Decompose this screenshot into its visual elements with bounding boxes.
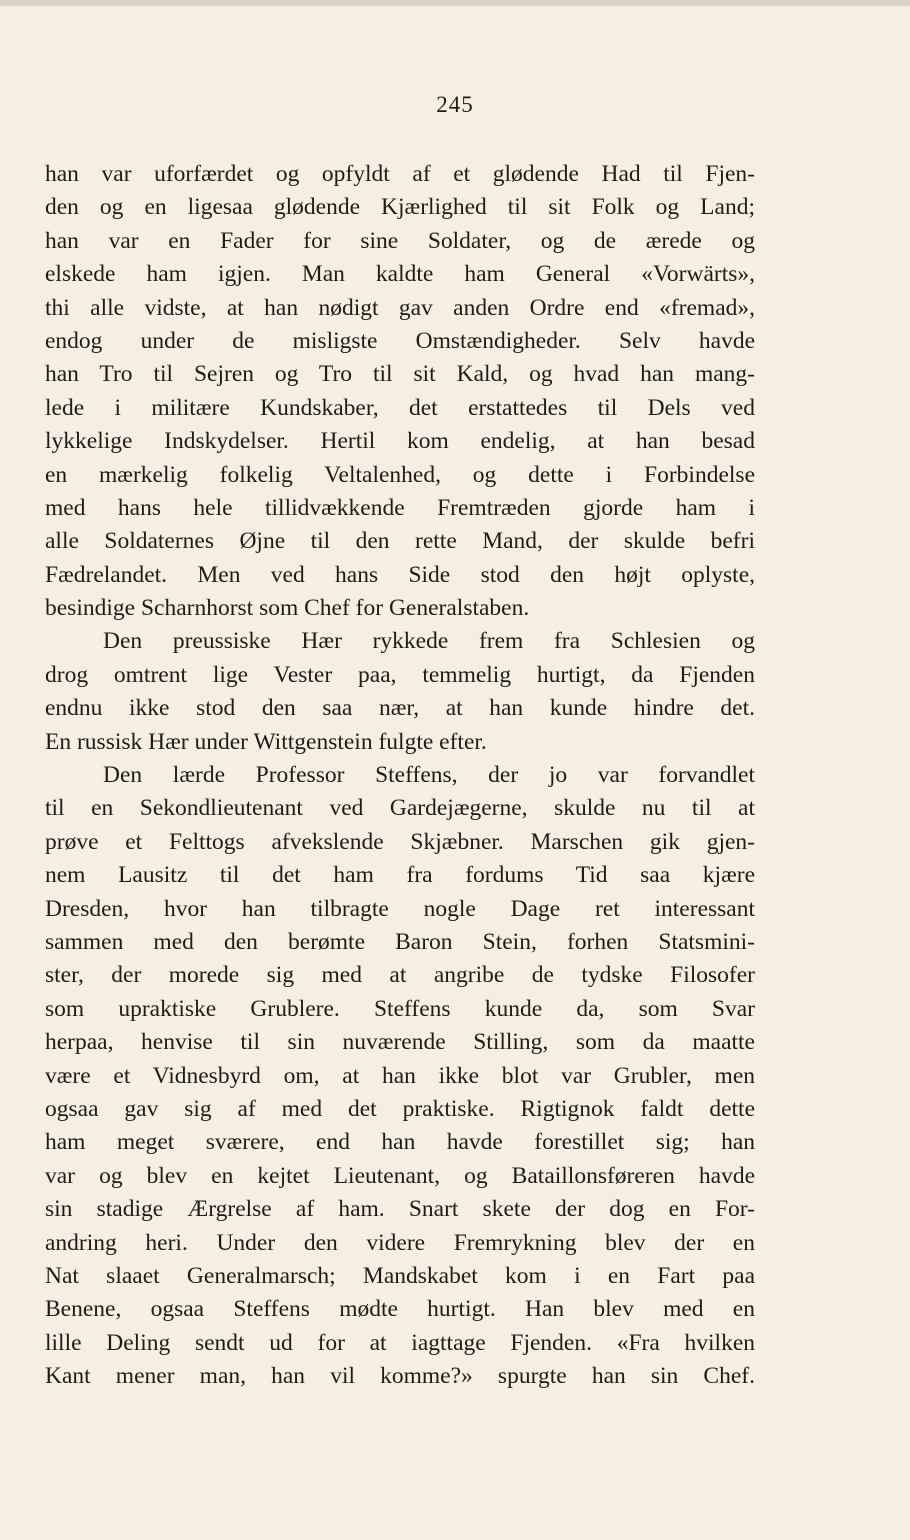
- text-line: Den lærde Professor Steffens, der jo var forvandlet: [103, 762, 755, 789]
- text-line: den og en ligesaa glødende Kjærlighed til sit Folk og Land;: [45, 194, 755, 221]
- text-line: ster, der morede sig med at angribe de tydske Filosofer: [45, 962, 755, 989]
- text-line: med hans hele tillidvækkende Fremtræden gjorde ham i: [45, 494, 755, 521]
- text-line: endnu ikke stod den saa nær, at han kunde hindre det.: [45, 695, 755, 722]
- body-text: [45, 158, 755, 1393]
- text-line: var og blev en kejtet Lieutenant, og Bataillonsføreren havde: [45, 1162, 755, 1189]
- text-line: Dresden, hvor han tilbragte nogle Dage ret interessant: [45, 895, 755, 922]
- text-line: til en Sekondlieutenant ved Gardejægerne, skulde nu til at: [45, 795, 755, 822]
- text-line: Nat slaaet Generalmarsch; Mandskabet kom i en Fart paa: [45, 1262, 755, 1289]
- text-line: alle Soldaternes Øjne til den rette Mand, der skulde befri: [45, 528, 755, 555]
- text-line: Fædrelandet. Men ved hans Side stod den højt oplyste,: [45, 561, 755, 588]
- text-line: nem Lausitz til det ham fra fordums Tid saa kjære: [45, 862, 755, 889]
- text-line: En russisk Hær under Wittgenstein fulgte efter.: [45, 728, 487, 755]
- text-line: ogsaa gav sig af med det praktiske. Rigtignok faldt dette: [45, 1095, 755, 1122]
- text-line: thi alle vidste, at han nødigt gav anden Ordre end «fremad»,: [45, 294, 755, 321]
- text-line: elskede ham igjen. Man kaldte ham General «Vorwärts»,: [45, 261, 755, 288]
- text-line: sin stadige Ærgrelse af ham. Snart skete der dog en For-: [45, 1196, 755, 1223]
- text-line: Benene, ogsaa Steffens mødte hurtigt. Han blev med en: [45, 1296, 755, 1323]
- text-line: lede i militære Kundskaber, det erstattedes til Dels ved: [45, 394, 755, 421]
- text-line: Kant mener man, han vil komme?» spurgte han sin Chef.: [45, 1363, 755, 1390]
- text-line: andring heri. Under den videre Fremrykning blev der en: [45, 1229, 755, 1256]
- text-line: lille Deling sendt ud for at iagttage Fjenden. «Fra hvilken: [45, 1329, 755, 1356]
- text-line: endog under de misligste Omstændigheder. Selv havde: [45, 327, 755, 354]
- text-line: herpaa, henvise til sin nuværende Stilling, som da maatte: [45, 1029, 755, 1056]
- text-line: som upraktiske Grublere. Steffens kunde da, som Svar: [45, 995, 755, 1022]
- text-line: besindige Scharnhorst som Chef for Generalstaben.: [45, 595, 530, 622]
- text-line: prøve et Felttogs afvekslende Skjæbner. Marschen gik gjen-: [45, 828, 755, 855]
- text-line: han Tro til Sejren og Tro til sit Kald, og hvad han mang-: [45, 361, 755, 388]
- text-line: Den preussiske Hær rykkede frem fra Schlesien og: [103, 628, 755, 655]
- text-line: han var en Fader for sine Soldater, og de ærede og: [45, 227, 755, 254]
- text-line: lykkelige Indskydelser. Hertil kom endelig, at han besad: [45, 428, 755, 455]
- text-line: han var uforfærdet og opfyldt af et glødende Had til Fjen-: [45, 161, 755, 187]
- text-line: sammen med den berømte Baron Stein, forhen Statsmini-: [45, 928, 755, 955]
- text-line: en mærkelig folkelig Veltalenhed, og dette i Forbindelse: [45, 461, 755, 488]
- page-number: 245: [436, 92, 474, 117]
- text-line: drog omtrent lige Vester paa, temmelig hurtigt, da Fjenden: [45, 661, 755, 688]
- text-line: ham meget sværere, end han havde forestillet sig; han: [45, 1129, 755, 1156]
- page-top-edge: [0, 0, 910, 6]
- text-line: være et Vidnesbyrd om, at han ikke blot var Grubler, men: [45, 1062, 755, 1089]
